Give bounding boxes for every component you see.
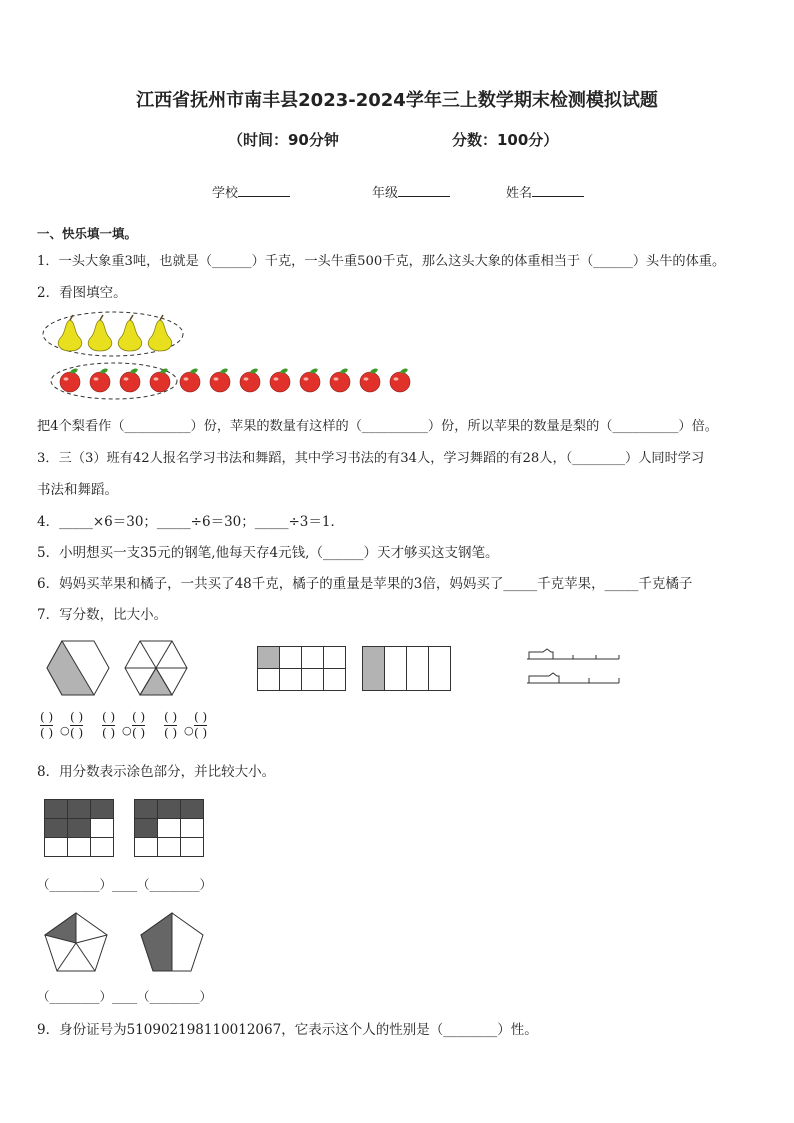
time-label: （时间：90分钟 — [228, 131, 339, 149]
grid-cell — [45, 819, 68, 838]
grid-cell — [91, 819, 114, 838]
numerator-blank: ( ) — [194, 710, 208, 724]
question-9: 9．身份证号为510902198110012067，它表示这个人的性别是（________）性。 — [37, 1022, 538, 1038]
hexagon-half — [46, 640, 110, 696]
numerator-blank: ( ) — [102, 710, 116, 724]
question-6: 6．妈妈买苹果和橘子，一共买了48千克，橘子的重量是苹果的3倍，妈妈买了_____千克苹果，_____千克橘子 — [37, 576, 693, 592]
fraction-blank[interactable] — [194, 711, 207, 740]
question-4: 4．_____×6＝30；_____÷6＝30；_____÷3＝1． — [37, 514, 344, 530]
apple-icon — [90, 367, 110, 392]
compare-circle[interactable]: ○ — [184, 724, 194, 737]
grid-cell — [158, 838, 181, 857]
question-2: 2．看图填空。 — [37, 285, 127, 301]
question-8-answer-1: （________）____（________） — [37, 877, 213, 892]
pear-icon — [118, 315, 141, 351]
grid-cell — [68, 819, 91, 838]
denominator-blank: ( ) — [132, 726, 146, 740]
grid-cell — [135, 838, 158, 857]
apple-icon — [60, 367, 80, 392]
segment-lines — [527, 648, 621, 690]
pear-icon — [58, 315, 81, 351]
fraction-blank[interactable] — [70, 711, 83, 740]
pentagon-half — [140, 912, 206, 974]
apple-icon — [330, 367, 350, 392]
numerator-blank: ( ) — [164, 710, 178, 724]
grid-cell — [181, 819, 204, 838]
question-3-line1: 3．三（3）班有42人报名学习书法和舞蹈，其中学习书法的有34人，学习舞蹈的有28人，（________）人同时学习 — [37, 451, 705, 466]
grid-four-ninths — [134, 799, 206, 857]
grade-label: 年级 — [372, 186, 399, 201]
apple-icon — [120, 367, 140, 392]
question-1: 1．一头大象重3吨，也就是（______）千克，一头牛重500千克，那么这头大象的体重相当于（______）头牛的体重。 — [37, 254, 726, 269]
fruit-illustration — [0, 0, 794, 420]
numerator-blank: ( ) — [70, 710, 84, 724]
school-label: 学校 — [212, 186, 239, 201]
denominator-blank: ( ) — [164, 726, 178, 740]
grid-cell — [91, 838, 114, 857]
question-8: 8．用分数表示涂色部分，并比较大小。 — [37, 764, 276, 780]
grid-cell — [158, 800, 181, 819]
question-7: 7．写分数，比大小。 — [37, 607, 168, 623]
grid-cell — [135, 819, 158, 838]
grid-cell — [68, 838, 91, 857]
grid-cell — [181, 800, 204, 819]
grid-cell — [135, 800, 158, 819]
grid-cell — [45, 838, 68, 857]
compare-circle[interactable]: ○ — [60, 724, 70, 737]
apple-icon — [240, 367, 260, 392]
pentagon-one-fifth — [44, 912, 110, 974]
denominator-blank: ( ) — [40, 726, 54, 740]
numerator-blank: ( ) — [40, 710, 54, 724]
fraction-blank[interactable] — [164, 711, 177, 740]
grid-cell — [45, 800, 68, 819]
apple-icon — [180, 367, 200, 392]
apple-icon — [210, 367, 230, 392]
question-2-text: 把4个梨看作（__________）份，苹果的数量有这样的（__________）份，所以苹果的数量是梨的（__________）倍。 — [37, 419, 718, 434]
question-3-line2: 书法和舞蹈。 — [37, 482, 118, 498]
fraction-blank[interactable] — [132, 711, 145, 740]
numerator-blank: ( ) — [132, 710, 146, 724]
question-8-answer-2: （________）____（________） — [37, 989, 213, 1004]
fraction-blank[interactable] — [40, 711, 53, 740]
name-label: 姓名 — [506, 186, 533, 201]
grid-cell — [91, 800, 114, 819]
denominator-blank: ( ) — [102, 726, 116, 740]
grid-cell — [158, 819, 181, 838]
section-heading: 一、快乐填一填。 — [37, 226, 138, 241]
denominator-blank: ( ) — [70, 726, 84, 740]
grid-five-ninths — [44, 799, 116, 857]
pear-icon — [88, 315, 111, 351]
question-5: 5．小明想买一支35元的钢笔,他每天存4元钱,（______）天才够买这支钢笔。 — [37, 545, 499, 561]
apple-icon — [150, 367, 170, 392]
grid-cell — [181, 838, 204, 857]
hexagon-sixth — [124, 640, 188, 696]
apple-icon — [300, 367, 320, 392]
denominator-blank: ( ) — [194, 726, 208, 740]
compare-circle[interactable]: ○ — [122, 724, 132, 737]
apple-icon — [270, 367, 290, 392]
page-title: 江西省抚州市南丰县2023-2024学年三上数学期末检测模拟试题 — [136, 90, 658, 111]
grid-cell — [68, 800, 91, 819]
grid-one-tenth — [257, 646, 347, 692]
fraction-blank[interactable] — [102, 711, 115, 740]
apple-icon — [390, 367, 410, 392]
grid-one-quarter — [362, 646, 452, 692]
apple-icon — [360, 367, 380, 392]
score-label: 分数：100分） — [452, 131, 559, 149]
